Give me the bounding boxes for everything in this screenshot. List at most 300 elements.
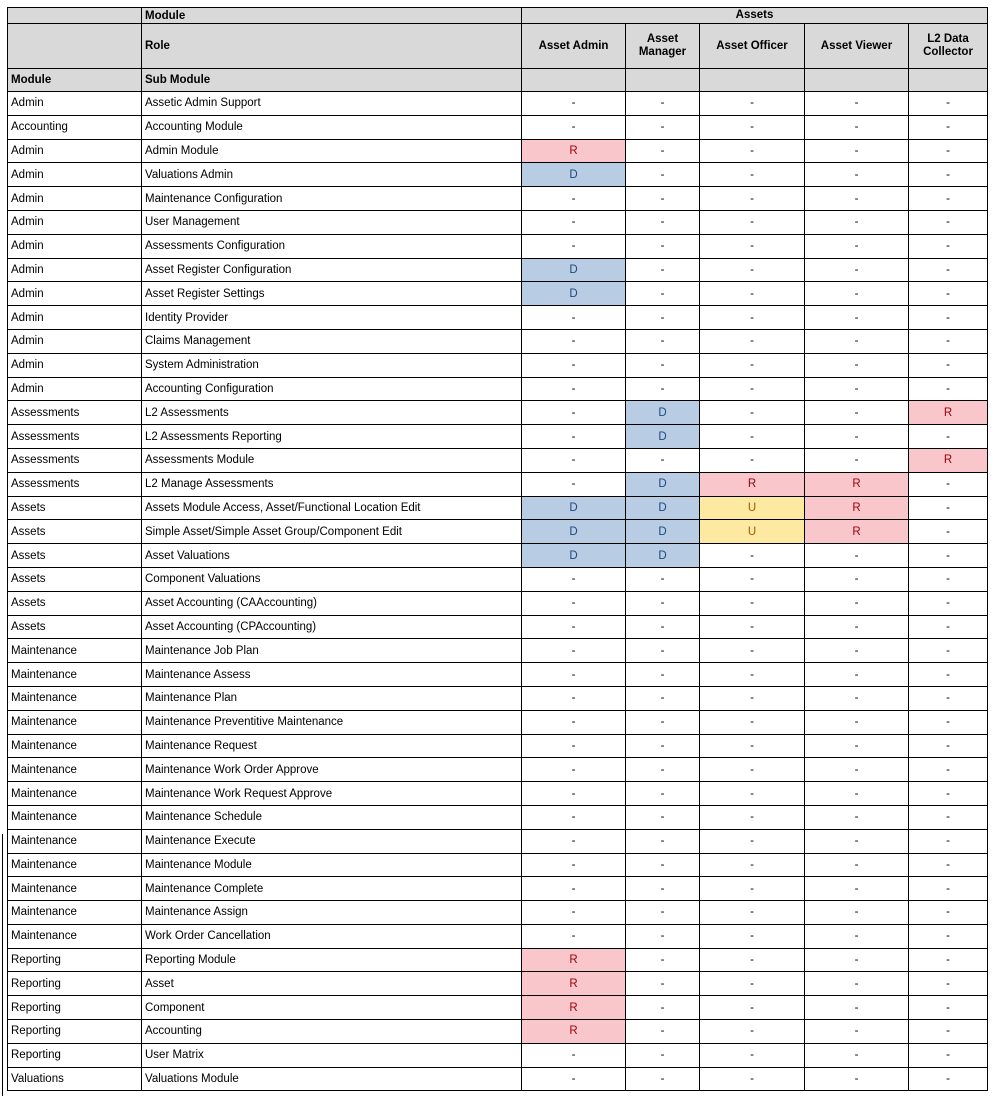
permission-cell-asset-viewer: - [805,163,909,187]
permission-cell-asset-manager: - [626,924,700,948]
table-row [8,425,988,449]
module-cell: Admin [8,163,142,187]
permission-cell-l2-data-collector: - [909,972,988,996]
submodule-cell: Valuations Module [142,1067,522,1091]
permission-cell-asset-viewer: - [805,853,909,877]
permission-cell-asset-admin: - [522,734,626,758]
permission-cell-asset-officer: - [700,686,805,710]
permission-cell-asset-manager: - [626,448,700,472]
permission-cell-asset-officer: - [700,544,805,568]
permission-cell-asset-admin: - [522,758,626,782]
permission-cell-l2-data-collector: - [909,639,988,663]
permission-cell-asset-manager: - [626,210,700,234]
module-cell: Reporting [8,948,142,972]
role-header-asset-manager: Asset Manager [626,24,700,69]
permission-cell-asset-officer: U [700,496,805,520]
module-cell: Maintenance [8,686,142,710]
blank-header-cell [805,69,909,92]
permission-cell-asset-admin: - [522,115,626,139]
permission-cell-l2-data-collector: - [909,139,988,163]
permission-cell-asset-officer: - [700,972,805,996]
permission-cell-asset-viewer: - [805,1043,909,1067]
table-row [8,282,988,306]
permission-cell-asset-officer: - [700,448,805,472]
permission-cell-asset-officer: - [700,639,805,663]
permission-cell-asset-viewer: - [805,877,909,901]
permission-cell-asset-manager: - [626,686,700,710]
submodule-cell: Maintenance Job Plan [142,639,522,663]
submodule-cell: L2 Assessments [142,401,522,425]
permission-cell-asset-viewer: - [805,210,909,234]
submodule-cell: Maintenance Preventitive Maintenance [142,710,522,734]
table-row [8,258,988,282]
permission-cell-l2-data-collector: - [909,567,988,591]
header-row-group [8,8,988,24]
submodule-cell: Asset Register Configuration [142,258,522,282]
submodule-cell: Maintenance Execute [142,829,522,853]
permission-cell-asset-viewer: - [805,329,909,353]
role-header-l2-data-collector: L2 Data Collector [909,24,988,69]
permission-cell-asset-admin: D [522,544,626,568]
permission-cell-asset-viewer: - [805,139,909,163]
table-row [8,924,988,948]
permission-cell-asset-admin: D [522,496,626,520]
module-cell: Assets [8,520,142,544]
submodule-cell: Maintenance Assess [142,663,522,687]
blank-header-cell [626,69,700,92]
module-cell: Assets [8,544,142,568]
permission-cell-asset-viewer: - [805,710,909,734]
permission-cell-asset-manager: - [626,139,700,163]
permission-cell-l2-data-collector: - [909,377,988,401]
table-row [8,92,988,116]
permission-cell-asset-manager: - [626,948,700,972]
permission-cell-asset-viewer: - [805,1020,909,1044]
permission-cell-asset-manager: - [626,1020,700,1044]
permission-cell-asset-viewer: - [805,829,909,853]
module-cell: Maintenance [8,805,142,829]
permission-cell-asset-manager: - [626,1043,700,1067]
permission-cell-asset-officer: - [700,877,805,901]
permission-cell-asset-manager: D [626,401,700,425]
permission-cell-asset-officer: - [700,258,805,282]
role-header-asset-officer: Asset Officer [700,24,805,69]
permission-cell-asset-viewer: - [805,1067,909,1091]
header-row-roles [8,24,988,69]
margin-rule [2,834,3,1096]
permission-cell-asset-officer: - [700,734,805,758]
permission-cell-asset-manager: - [626,306,700,330]
permission-cell-asset-viewer: - [805,448,909,472]
permission-cell-asset-admin: D [522,282,626,306]
submodule-cell: User Matrix [142,1043,522,1067]
table-row [8,1067,988,1091]
permission-cell-asset-viewer: - [805,686,909,710]
permission-cell-asset-viewer: R [805,520,909,544]
blank-header-cell [522,69,626,92]
permission-cell-asset-admin: - [522,425,626,449]
module-cell: Reporting [8,1020,142,1044]
permission-cell-asset-viewer: - [805,234,909,258]
permission-cell-asset-admin: D [522,258,626,282]
permission-cell-asset-manager: - [626,567,700,591]
permission-cell-asset-viewer: - [805,805,909,829]
permission-cell-asset-admin: - [522,782,626,806]
module-cell: Reporting [8,972,142,996]
permission-cell-asset-officer: - [700,115,805,139]
permission-cell-asset-officer: - [700,567,805,591]
permission-cell-asset-manager: - [626,734,700,758]
module-cell: Maintenance [8,877,142,901]
module-cell: Maintenance [8,734,142,758]
permission-cell-asset-admin: - [522,329,626,353]
module-cell: Admin [8,258,142,282]
module-cell: Assets [8,591,142,615]
permission-cell-asset-officer: U [700,520,805,544]
submodule-cell: Maintenance Work Order Approve [142,758,522,782]
permission-cell-asset-manager: - [626,329,700,353]
permission-cell-asset-manager: - [626,1067,700,1091]
permission-cell-asset-admin: - [522,377,626,401]
permission-cell-asset-admin: - [522,187,626,211]
permission-cell-asset-officer: - [700,282,805,306]
header-row-columns [8,69,988,92]
permission-cell-asset-officer: - [700,401,805,425]
module-cell: Maintenance [8,829,142,853]
permission-cell-l2-data-collector: - [909,996,988,1020]
module-cell: Admin [8,234,142,258]
permission-cell-asset-officer: - [700,1067,805,1091]
permission-cell-l2-data-collector: - [909,353,988,377]
module-cell: Assessments [8,425,142,449]
permission-cell-asset-admin: - [522,448,626,472]
module-column-header: Module [8,69,142,92]
permission-cell-asset-admin: - [522,472,626,496]
submodule-cell: Asset Accounting (CAAccounting) [142,591,522,615]
table-row [8,210,988,234]
permission-cell-asset-officer: - [700,853,805,877]
submodule-cell: Maintenance Request [142,734,522,758]
module-cell: Maintenance [8,639,142,663]
permission-cell-asset-viewer: - [805,972,909,996]
permission-cell-asset-viewer: - [805,544,909,568]
submodule-cell: Asset Register Settings [142,282,522,306]
module-cell: Maintenance [8,782,142,806]
submodule-cell: Maintenance Plan [142,686,522,710]
submodule-cell: System Administration [142,353,522,377]
table-row [8,639,988,663]
permission-cell-asset-manager: - [626,258,700,282]
permission-cell-asset-officer: - [700,901,805,925]
permission-cell-asset-officer: - [700,615,805,639]
permission-cell-asset-admin: - [522,591,626,615]
permission-cell-asset-officer: - [700,710,805,734]
permission-cell-asset-manager: D [626,472,700,496]
submodule-cell: Assessments Configuration [142,234,522,258]
permission-cell-asset-viewer: - [805,663,909,687]
permission-cell-asset-manager: - [626,115,700,139]
table-row [8,996,988,1020]
module-cell: Admin [8,92,142,116]
submodule-cell: Maintenance Module [142,853,522,877]
module-cell: Accounting [8,115,142,139]
permission-cell-asset-admin: - [522,353,626,377]
permission-cell-l2-data-collector: - [909,901,988,925]
permission-cell-l2-data-collector: - [909,306,988,330]
permission-cell-asset-admin: - [522,306,626,330]
table-row [8,853,988,877]
permission-cell-asset-officer: - [700,924,805,948]
permission-cell-asset-admin: - [522,686,626,710]
table-row [8,139,988,163]
permission-cell-asset-viewer: - [805,92,909,116]
permission-cell-asset-manager: D [626,544,700,568]
permission-cell-l2-data-collector: - [909,425,988,449]
submodule-cell: Accounting Configuration [142,377,522,401]
permission-cell-l2-data-collector: - [909,924,988,948]
table-row [8,567,988,591]
module-cell: Maintenance [8,710,142,734]
submodule-cell: Identity Provider [142,306,522,330]
submodule-cell: Asset Valuations [142,544,522,568]
submodule-cell: Component Valuations [142,567,522,591]
permission-cell-asset-admin: - [522,853,626,877]
permission-cell-l2-data-collector: - [909,115,988,139]
permission-cell-asset-manager: - [626,710,700,734]
permission-cell-asset-manager: - [626,282,700,306]
permission-cell-asset-viewer: - [805,353,909,377]
permission-cell-asset-viewer: - [805,734,909,758]
table-row [8,1043,988,1067]
permissions-table [7,7,988,1091]
table-row [8,496,988,520]
permission-cell-asset-admin: R [522,139,626,163]
role-header-asset-viewer: Asset Viewer [805,24,909,69]
permission-cell-asset-manager: D [626,425,700,449]
submodule-cell: Maintenance Assign [142,901,522,925]
permission-cell-asset-viewer: - [805,187,909,211]
permission-cell-asset-viewer: - [805,615,909,639]
permission-cell-asset-officer: - [700,805,805,829]
permission-cell-asset-admin: - [522,1067,626,1091]
permission-cell-asset-admin: - [522,401,626,425]
table-row [8,1020,988,1044]
submodule-cell: Maintenance Complete [142,877,522,901]
permission-cell-asset-admin: - [522,829,626,853]
table-row [8,306,988,330]
permission-cell-l2-data-collector: - [909,496,988,520]
permission-cell-asset-manager: - [626,805,700,829]
role-header-asset-admin: Asset Admin [522,24,626,69]
permission-cell-asset-manager: - [626,901,700,925]
permission-cell-asset-viewer: - [805,282,909,306]
permission-cell-asset-admin: - [522,639,626,663]
submodule-cell: Component [142,996,522,1020]
submodule-cell: Claims Management [142,329,522,353]
submodule-cell: Maintenance Work Request Approve [142,782,522,806]
permission-cell-asset-admin: R [522,1020,626,1044]
permission-cell-l2-data-collector: - [909,734,988,758]
permission-cell-asset-admin: R [522,948,626,972]
permission-cell-l2-data-collector: - [909,187,988,211]
module-cell: Maintenance [8,663,142,687]
permission-cell-asset-admin: - [522,567,626,591]
permission-cell-asset-viewer: - [805,306,909,330]
table-row [8,663,988,687]
permission-cell-asset-admin: R [522,996,626,1020]
permission-cell-asset-manager: - [626,877,700,901]
submodule-cell: L2 Assessments Reporting [142,425,522,449]
module-cell: Admin [8,210,142,234]
permission-cell-l2-data-collector: - [909,234,988,258]
table-row [8,329,988,353]
permission-cell-asset-admin: D [522,520,626,544]
submodule-cell: Admin Module [142,139,522,163]
submodule-cell: Accounting Module [142,115,522,139]
table-row [8,472,988,496]
permission-cell-l2-data-collector: - [909,829,988,853]
table-row [8,353,988,377]
permission-cell-asset-viewer: - [805,782,909,806]
module-cell: Assessments [8,472,142,496]
permission-cell-asset-manager: - [626,972,700,996]
blank-header-cell [8,8,142,24]
permission-cell-asset-admin: - [522,805,626,829]
permission-cell-asset-officer: R [700,472,805,496]
permission-cell-asset-manager: - [626,187,700,211]
permission-cell-l2-data-collector: - [909,472,988,496]
permission-cell-l2-data-collector: - [909,92,988,116]
submodule-cell: Valuations Admin [142,163,522,187]
permission-cell-asset-manager: D [626,496,700,520]
permission-cell-asset-manager: - [626,829,700,853]
module-cell: Admin [8,282,142,306]
submodule-cell: Asset [142,972,522,996]
module-cell: Reporting [8,996,142,1020]
table-row [8,948,988,972]
permission-cell-l2-data-collector: - [909,877,988,901]
table-row [8,591,988,615]
permission-cell-l2-data-collector: R [909,448,988,472]
submodule-cell: Maintenance Configuration [142,187,522,211]
table-row [8,972,988,996]
permission-cell-l2-data-collector: - [909,544,988,568]
module-cell: Admin [8,306,142,330]
table-row [8,187,988,211]
permission-cell-asset-officer: - [700,234,805,258]
permission-cell-asset-officer: - [700,1020,805,1044]
permission-cell-asset-admin: - [522,1043,626,1067]
permission-cell-asset-viewer: - [805,924,909,948]
table-row [8,544,988,568]
permission-cell-asset-admin: - [522,92,626,116]
module-cell: Assets [8,567,142,591]
permission-cell-l2-data-collector: - [909,853,988,877]
permission-cell-asset-officer: - [700,163,805,187]
submodule-cell: Maintenance Schedule [142,805,522,829]
table-row [8,829,988,853]
permission-cell-l2-data-collector: - [909,663,988,687]
permission-cell-l2-data-collector: - [909,1067,988,1091]
submodule-cell: Accounting [142,1020,522,1044]
permission-cell-asset-manager: - [626,663,700,687]
permission-cell-asset-viewer: - [805,567,909,591]
permission-cell-asset-officer: - [700,948,805,972]
submodule-cell: User Management [142,210,522,234]
permission-cell-asset-viewer: - [805,948,909,972]
table-body [8,8,988,1091]
module-cell: Maintenance [8,758,142,782]
permission-cell-asset-manager: - [626,353,700,377]
permission-cell-asset-viewer: - [805,115,909,139]
permission-cell-asset-admin: - [522,615,626,639]
permission-cell-asset-viewer: R [805,472,909,496]
module-cell: Admin [8,139,142,163]
permission-cell-l2-data-collector: - [909,782,988,806]
submodule-cell: L2 Manage Assessments [142,472,522,496]
permission-cell-asset-manager: - [626,639,700,663]
permission-cell-asset-viewer: - [805,901,909,925]
permission-cell-l2-data-collector: - [909,210,988,234]
module-cell: Assessments [8,401,142,425]
permission-cell-asset-manager: - [626,234,700,258]
permission-cell-asset-officer: - [700,1043,805,1067]
permission-cell-asset-officer: - [700,210,805,234]
module-cell: Valuations [8,1067,142,1091]
permission-cell-asset-officer: - [700,758,805,782]
module-cell: Maintenance [8,924,142,948]
permission-cell-asset-viewer: - [805,591,909,615]
table-row [8,782,988,806]
permission-cell-asset-admin: - [522,901,626,925]
permission-cell-asset-officer: - [700,425,805,449]
permission-cell-l2-data-collector: - [909,258,988,282]
permission-cell-asset-admin: - [522,710,626,734]
permission-cell-l2-data-collector: - [909,710,988,734]
permission-cell-asset-manager: D [626,520,700,544]
table-row [8,734,988,758]
permission-cell-asset-manager: - [626,853,700,877]
submodule-column-header: Sub Module [142,69,522,92]
permission-cell-asset-manager: - [626,615,700,639]
permission-cell-asset-viewer: - [805,758,909,782]
permission-cell-asset-manager: - [626,996,700,1020]
permission-cell-asset-manager: - [626,591,700,615]
permission-cell-asset-admin: R [522,972,626,996]
permission-cell-asset-viewer: - [805,377,909,401]
permission-cell-l2-data-collector: - [909,758,988,782]
module-cell: Assets [8,615,142,639]
submodule-cell: Assetic Admin Support [142,92,522,116]
permission-cell-asset-officer: - [700,92,805,116]
module-cell: Reporting [8,1043,142,1067]
permission-cell-asset-viewer: R [805,496,909,520]
permission-cell-l2-data-collector: - [909,282,988,306]
submodule-cell: Assets Module Access, Asset/Functional Location Edit [142,496,522,520]
assets-group-header: Assets [522,8,988,24]
permission-cell-asset-admin: - [522,877,626,901]
submodule-cell: Assessments Module [142,448,522,472]
module-cell: Admin [8,377,142,401]
table-row [8,377,988,401]
module-cell: Admin [8,329,142,353]
table-row [8,234,988,258]
blank-header-cell [700,69,805,92]
permission-cell-asset-officer: - [700,377,805,401]
permission-cell-asset-officer: - [700,829,805,853]
permission-cell-asset-officer: - [700,306,805,330]
submodule-cell: Simple Asset/Simple Asset Group/Component Edit [142,520,522,544]
